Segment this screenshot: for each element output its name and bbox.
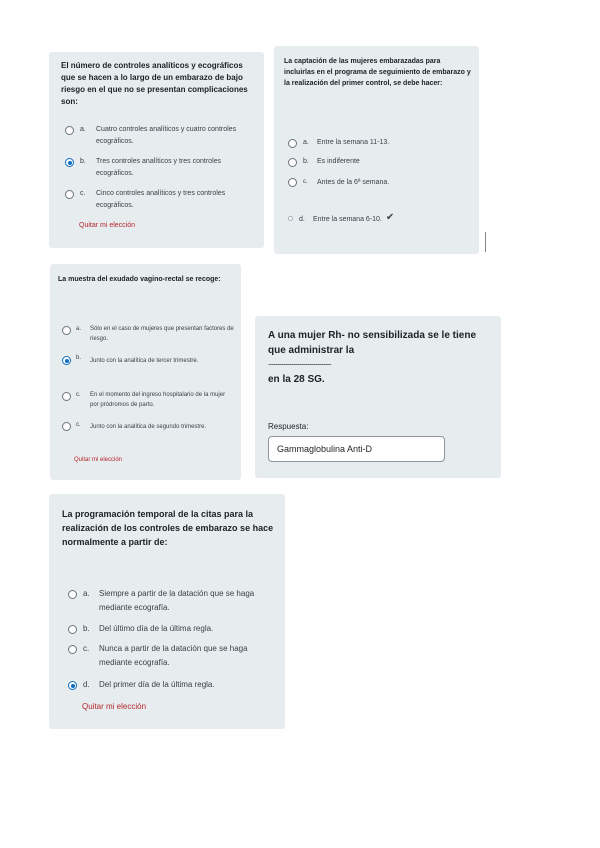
option-letter: a. (83, 589, 90, 598)
question-text: La captación de las mujeres embarazadas para incluirlas en el programa de seguimiento de embarazo y la realización del primer control, se debe hacer: (284, 58, 471, 87)
radio-c[interactable] (65, 190, 74, 199)
option-b[interactable] (288, 156, 473, 167)
clear-choice-link[interactable]: Quitar mi elección (74, 457, 123, 463)
option-letter: c. (76, 422, 81, 428)
option-b[interactable] (68, 622, 280, 636)
option-label: Entre la semana 11-13. (317, 139, 390, 146)
radio-b[interactable] (68, 625, 77, 634)
radio-c[interactable] (62, 392, 71, 401)
option-letter: a. (80, 126, 86, 133)
option-letter: a. (76, 326, 82, 332)
option-d[interactable] (68, 678, 280, 692)
question-text: La muestra del exudado vagino-rectal se recoge: (58, 276, 221, 283)
answer-value: Gammaglobulina Anti-D (277, 444, 373, 454)
radio-d-selected[interactable] (68, 681, 77, 690)
option-a[interactable] (62, 324, 237, 344)
option-a[interactable] (288, 137, 473, 148)
radio-a[interactable] (62, 326, 71, 335)
option-label: Del primer día de la última regla. (99, 680, 215, 689)
option-label: Entre la semana 6-10. (313, 216, 382, 223)
clear-choice-link[interactable]: Quitar mi elección (79, 222, 136, 229)
option-label: Siempre a partir de la datación que se haga mediante ecografía. (99, 589, 255, 612)
checkmark-icon: ✔ (385, 212, 395, 223)
option-letter: a. (303, 139, 309, 146)
option-d[interactable] (288, 214, 473, 225)
radio-b[interactable] (288, 158, 297, 167)
question-card-1 (49, 52, 264, 248)
option-letter: d. (83, 680, 90, 689)
option-letter: b. (303, 158, 309, 165)
option-letter: c. (83, 644, 90, 653)
clear-choice-link[interactable]: Quitar mi elección (82, 702, 147, 711)
option-letter: b. (83, 624, 90, 633)
radio-c[interactable] (288, 178, 297, 187)
option-letter: c. (76, 392, 81, 398)
radio-a[interactable] (68, 590, 77, 599)
radio-b-selected[interactable] (62, 356, 71, 365)
option-label: Junto con la analítica de segundo trimestre. (90, 424, 207, 430)
option-label: Sólo en el caso de mujeres que presentan factores de riesgo. (90, 326, 234, 342)
option-c[interactable] (288, 177, 473, 188)
option-label: Nunca a partir de la datación que se haga mediante ecografía. (99, 644, 248, 667)
option-c[interactable] (65, 188, 255, 212)
option-b[interactable] (65, 156, 255, 180)
answer-label: Respuesta: (268, 422, 309, 431)
option-label: En el momento del ingreso hospitalario de la mujer por pródromos de parto. (90, 392, 226, 408)
question-text-line1: A una mujer Rh- no sensibilizada se le tiene que administrar la (268, 330, 477, 356)
question-card-4 (255, 316, 501, 478)
radio-b-selected[interactable] (65, 158, 74, 167)
option-letter: b. (80, 158, 86, 165)
option-label: Es indiferente (317, 158, 360, 165)
radio-a[interactable] (288, 139, 297, 148)
option-label: Antes de la 6ª semana. (317, 179, 390, 186)
option-a[interactable] (68, 587, 280, 615)
question-card-3 (50, 264, 241, 480)
option-letter: b. (76, 355, 82, 361)
option-label: Del último día de la última regla. (99, 624, 214, 633)
option-label: Tres controles analíticos y tres controles ecográficos. (96, 158, 222, 177)
option-letter: c. (80, 190, 86, 197)
radio-a[interactable] (65, 126, 74, 135)
radio-d[interactable] (62, 422, 71, 431)
option-label: Junto con la analítica de tercer trimestre. (90, 358, 199, 364)
question-text-line2: en la 28 SG. (268, 374, 325, 385)
option-b[interactable] (62, 356, 237, 366)
radio-c[interactable] (68, 645, 77, 654)
question-card-5 (49, 494, 285, 729)
option-label: Cuatro controles analíticos y cuatro controles ecográficos. (96, 126, 237, 145)
option-label: Cinco controles analíticos y tres controles ecográficos. (96, 190, 226, 209)
option-d[interactable] (62, 422, 240, 432)
question-card-2 (274, 46, 479, 254)
answer-blank: .............................................................................................. (268, 361, 331, 367)
option-c[interactable] (68, 642, 280, 670)
text-cursor (485, 232, 486, 252)
option-c[interactable] (62, 390, 237, 410)
question-text: El número de controles analíticos y ecográficos que se hacen a lo largo de un embarazo de bajo riesgo en el que no se presentan complicaciones son: (61, 61, 248, 106)
question-text: La programación temporal de la citas para la realización de los controles de embarazo se hace normalmente a partir de: (62, 509, 274, 547)
option-letter: c. (303, 179, 308, 185)
option-letter: d. (299, 216, 305, 223)
answer-input[interactable] (268, 436, 445, 462)
option-a[interactable] (65, 124, 255, 148)
radio-d[interactable] (288, 216, 293, 221)
